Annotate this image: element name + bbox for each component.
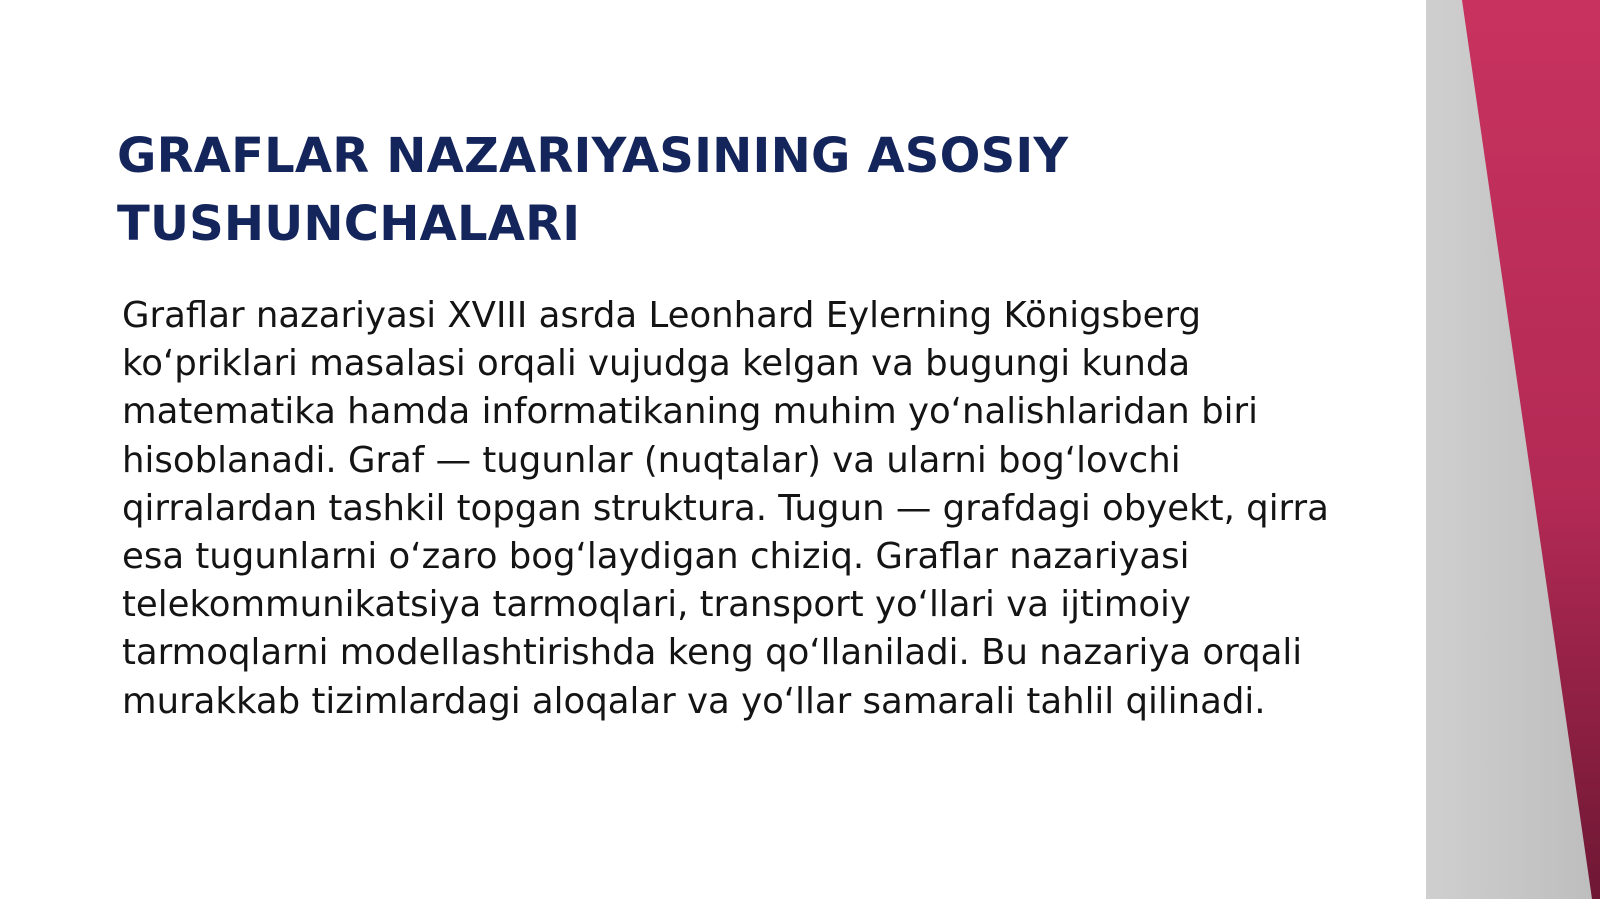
gray-band <box>1426 0 1600 899</box>
body-line: hisoblanadi. Graf — tugunlar (nuqtalar) va ularni bogʻlovchi <box>122 439 1181 481</box>
accent-band <box>1462 0 1600 899</box>
body-line: Graflar nazariyasi XVIII asrda Leonhard Eylerning Königsberg <box>122 295 1202 336</box>
body-line: tarmoqlarni modellashtirishda keng qoʻllaniladi. Bu nazariya orqali <box>122 632 1303 674</box>
slide-body <box>122 292 1422 726</box>
body-line: matematika hamda informatikaning muhim yoʻnalishlaridan biri <box>122 391 1258 433</box>
body-line: qirralardan tashkil topgan struktura. Tugun — grafdagi obyekt, qirra <box>122 487 1329 529</box>
slide-title: GRAFLAR NAZARIYASINING ASOSIY TUSHUNCHALARI <box>117 128 1069 252</box>
body-line: telekommunikatsiya tarmoqlari, transport yoʻllari va ijtimoiy <box>122 584 1191 626</box>
body-line: koʻpriklari masalasi orqali vujudga kelgan va bugungi kunda <box>122 343 1191 385</box>
body-line: esa tugunlarni oʻzaro bogʻlaydigan chiziq. Graflar nazariyasi <box>122 536 1190 578</box>
body-line: murakkab tizimlardagi aloqalar va yoʻllar samarali tahlil qilinadi. <box>122 680 1266 722</box>
